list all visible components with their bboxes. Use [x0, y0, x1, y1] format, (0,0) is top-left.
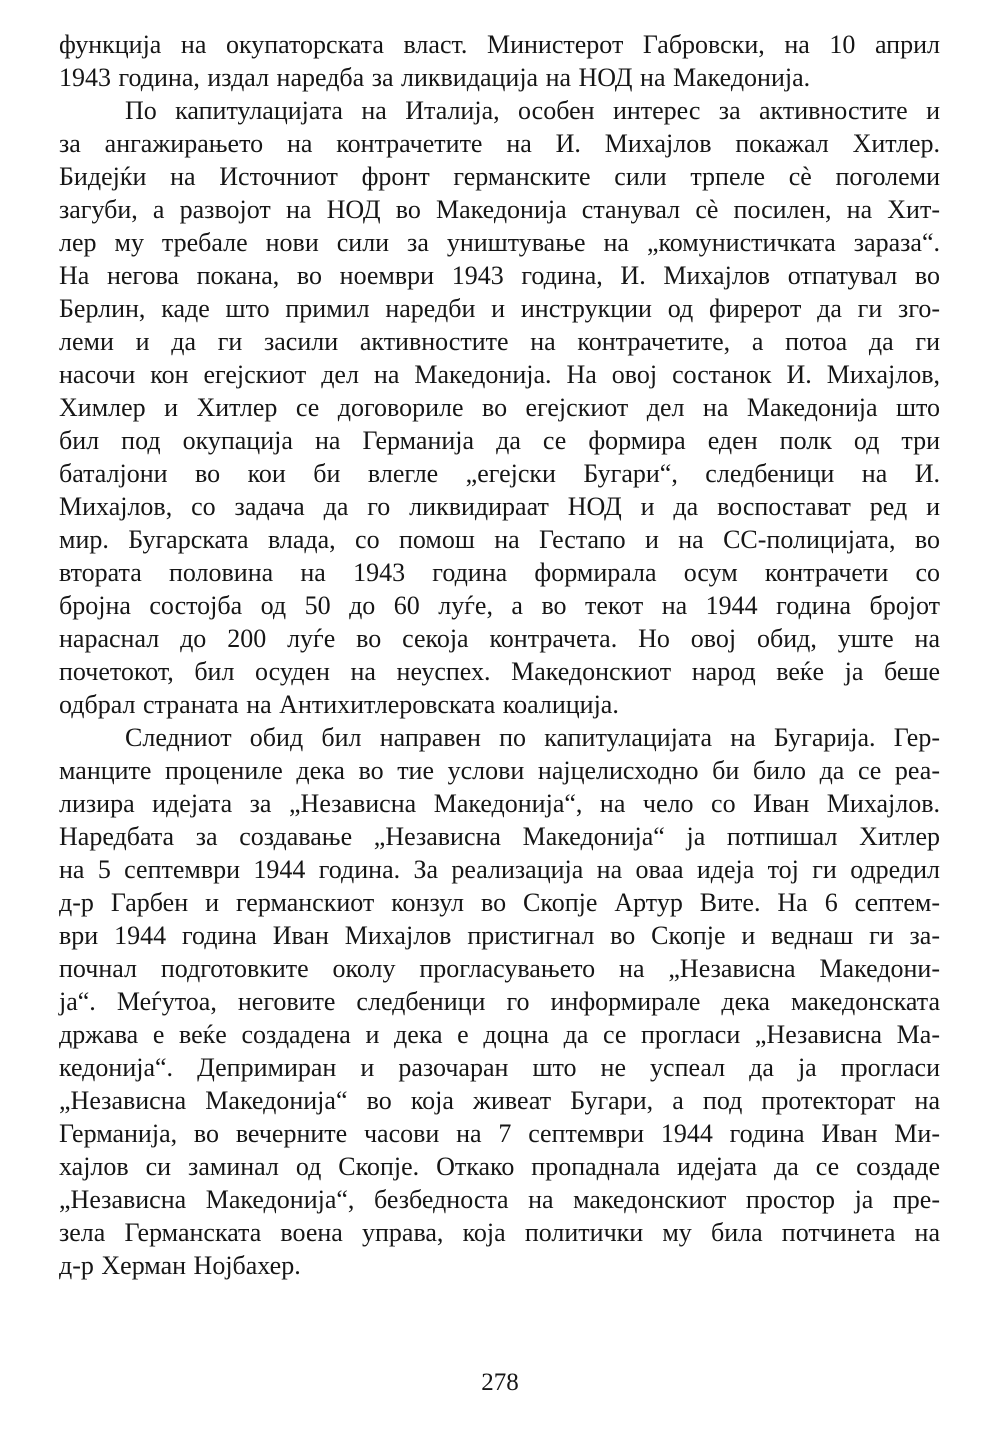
text-line: бројна состојба од 50 до 60 луѓе, а во текот на 1944 година бројот — [59, 591, 940, 620]
text-line: Наредбата за создавање „Независна Македонија“ ја потпишал Хитлер — [59, 822, 940, 851]
text-line: функција на окупаторската власт. Министерот Габровски, на 10 април — [59, 30, 940, 59]
body-text — [59, 28, 940, 1282]
text-line: почетокот, бил осуден на неуспех. Македонскиот народ веќе ја беше — [59, 657, 940, 686]
text-line: одбрал страната на Антихитлеровската коалиција. — [59, 690, 619, 719]
text-line: ја“. Меѓутоа, неговите следбеници го информирале дека македонската — [59, 987, 940, 1016]
text-line: Михајлов, со задача да го ликвидираат НОД и да воспостават ред и — [59, 492, 940, 521]
text-line: ври 1944 година Иван Михајлов пристигнал во Скопје и веднаш ги за- — [59, 921, 940, 950]
text-line: Берлин, каде што примил наредби и инструкции од фирерот да ги зго- — [59, 294, 940, 323]
text-line: Бидејќи на Источниот фронт германските сили трпеле сè поголеми — [59, 162, 940, 191]
text-line: втората половина на 1943 година формирала осум контрачети со — [59, 558, 940, 587]
text-line: д-р Гарбен и германскиот конзул во Скопје Артур Вите. На 6 септем- — [59, 888, 940, 917]
text-line: лизира идејата за „Независна Македонија“, на чело со Иван Михајлов. — [59, 789, 940, 818]
text-line: д-р Херман Нојбахер. — [59, 1251, 301, 1280]
text-line: 1943 година, издал наредба за ликвидација на НОД на Македонија. — [59, 63, 811, 92]
text-line: за ангажирањето на контрачетите на И. Михајлов покажал Хитлер. — [59, 129, 940, 158]
text-line: лер му требале нови сили за уништување на „комунистичката зараза“. — [59, 228, 940, 257]
text-line: „Независна Македонија“, безбедноста на македонскиот простор ја пре- — [59, 1185, 940, 1214]
text-line: зела Германската воена управа, која политички му била потчинета на — [59, 1218, 940, 1247]
text-line: На негова покана, во ноември 1943 година, И. Михајлов отпатувал во — [59, 261, 940, 290]
text-line: „Независна Македонија“ во која живеат Бугари, а под протекторат на — [59, 1086, 940, 1115]
text-line: нараснал до 200 луѓе во секоја контрачета. Но овој обид, уште на — [59, 624, 940, 653]
text-line: кедонија“. Депримиран и разочаран што не успеал да ја прогласи — [59, 1053, 940, 1082]
text-line: Химлер и Хитлер се договориле во егејскиот дел на Македонија што — [59, 393, 940, 422]
text-line: загуби, а развојот на НОД во Македонија станувал сè посилен, на Хит- — [59, 195, 940, 224]
text-line: манците процениле дека во тие услови најцелисходно би било да се реа- — [59, 756, 940, 785]
text-line: почнал подготовките околу прогласувањето на „Независна Македони- — [59, 954, 940, 983]
text-line: хајлов си заминал од Скопје. Откако пропаднала идејата да се создаде — [59, 1152, 940, 1181]
text-line: насочи кон егејскиот дел на Македонија. На овој состанок И. Михајлов, — [59, 360, 940, 389]
text-line: леми и да ги засили активностите на контрачетите, а потоа да ги — [59, 327, 940, 356]
text-line: баталјони во кои би влегле „егејски Бугари“, следбеници на И. — [59, 459, 940, 488]
text-line: мир. Бугарската влада, со помош на Гестапо и на СС-полицијата, во — [59, 525, 940, 554]
text-line: По капитулацијата на Италија, особен интерес за активностите и — [125, 96, 940, 125]
text-line: Германија, во вечерните часови на 7 септември 1944 година Иван Ми- — [59, 1119, 940, 1148]
text-line: држава е веќе создадена и дека е доцна да се прогласи „Независна Ма- — [59, 1020, 940, 1049]
text-line: на 5 септември 1944 година. За реализација на оваа идеја тој ги одредил — [59, 855, 940, 884]
page-number: 278 — [481, 1369, 519, 1396]
text-line: бил под окупација на Германија да се формира еден полк од три — [59, 426, 940, 455]
text-line: Следниот обид бил направен по капитулацијата на Бугарија. Гер- — [125, 723, 940, 752]
